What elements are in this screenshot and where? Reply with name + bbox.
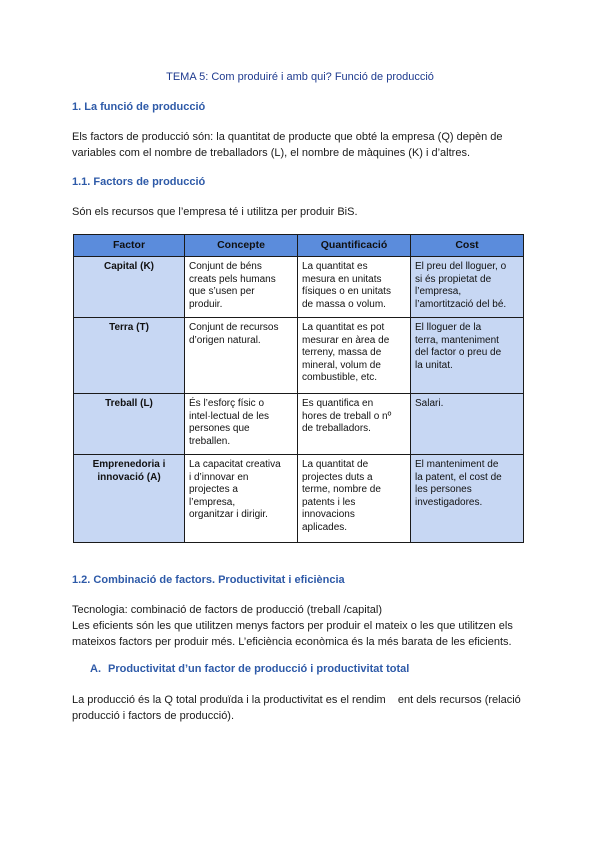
cell-line: mesurar en àrea de (302, 334, 390, 346)
cell-line: mesura en unitats (302, 273, 382, 285)
cell-line: mineral, volum de (302, 359, 381, 371)
cell-line: d’origen natural. (189, 334, 261, 346)
subsection-letter: A. (90, 663, 101, 675)
cell-line: aplicades. (302, 521, 348, 533)
subsection-title: Productivitat d’un factor de producció i productivitat total (108, 663, 410, 675)
concepte-cell (185, 318, 298, 394)
cell-line: intel·lectual de les (189, 410, 270, 422)
factor-cell (74, 455, 185, 543)
cell-line: Treball (L) (105, 398, 153, 409)
cell-line: Conjunt de recursos (189, 322, 279, 333)
cell-line: persones que (189, 423, 250, 435)
factors-table (73, 234, 524, 543)
quantificacio-cell (298, 394, 411, 455)
cell-line: hores de treball o nº (302, 410, 392, 422)
paragraph-line: mateixos factors per produir més. L’eficiència econòmica és la més barata de les eficients. (72, 636, 512, 648)
cost-cell (411, 455, 524, 543)
cell-line: i d’innovar en (189, 471, 249, 483)
cell-line: projectes a (189, 484, 238, 496)
paragraph-line: Tecnologia: combinació de factors de producció (treball /capital) (72, 604, 382, 616)
cell-line: terra, manteniment (415, 334, 499, 346)
cell-line: creats pels humans (189, 273, 276, 285)
cell-line: Terra (T) (109, 322, 149, 333)
quantificacio-cell (298, 318, 411, 394)
concepte-cell (185, 257, 298, 318)
concepte-cell (185, 394, 298, 455)
quantificacio-cell (298, 455, 411, 543)
section-1-paragraph (72, 129, 528, 161)
cell-line: El preu del lloguer, o (415, 261, 507, 272)
column-header-factor: Factor (74, 235, 185, 257)
cell-line: que s’usen per (189, 286, 255, 298)
cell-line: produir. (189, 298, 223, 310)
cell-line: la patent, el cost de (415, 471, 502, 483)
cell-line: l’amortització del bé. (415, 298, 507, 310)
cost-cell (411, 257, 524, 318)
cell-line: terreny, massa de (302, 347, 382, 359)
cell-line: El manteniment de (415, 459, 499, 470)
cell-line: Es quantifica en (302, 398, 374, 409)
factor-cell (74, 257, 185, 318)
subsection-heading-productivitat (90, 663, 409, 675)
cell-line: la unitat. (415, 359, 453, 371)
cell-line: si és propietat de (415, 273, 492, 285)
cell-line: de massa o volum. (302, 298, 386, 310)
cell-line: terme, nombre de (302, 484, 381, 496)
cell-line: Emprenedoria i (92, 459, 166, 470)
section-1-2-paragraph (72, 602, 528, 650)
concepte-cell (185, 455, 298, 543)
section-heading-factors-produccio: 1.1. Factors de producció (72, 176, 206, 188)
cell-line: innovacions (302, 509, 355, 521)
cell-line: combustible, etc. (302, 372, 378, 384)
cell-line: Conjunt de béns (189, 261, 262, 272)
cell-line: La quantitat es pot (302, 322, 385, 333)
cell-line: l’empresa, (415, 286, 462, 298)
paragraph-line: Són els recursos que l’empresa té i utilitza per produir BiS. (72, 206, 358, 218)
cost-cell (411, 318, 524, 394)
column-header-cost: Cost (411, 235, 524, 257)
cell-line: investigadores. (415, 496, 483, 508)
cell-line: organitzar i dirigir. (189, 509, 268, 521)
cell-line: les persones (415, 484, 472, 496)
table-header-row (74, 235, 524, 257)
cell-line: del factor o preu de (415, 347, 502, 359)
cell-line: l’empresa, (189, 496, 236, 508)
cell-line: projectes duts a (302, 471, 373, 483)
column-header-quantificacio: Quantificació (298, 235, 411, 257)
paragraph-line: producció i factors de producció). (72, 710, 235, 722)
cell-line: físiques o en unitats (302, 286, 391, 298)
cell-line: El lloguer de la (415, 322, 482, 333)
section-heading-funcio-produccio: 1. La funció de producció (72, 101, 206, 113)
paragraph-line: Els factors de producció són: la quantitat de producte que obté la empresa (Q) depèn de (72, 131, 503, 143)
table-row (74, 455, 524, 543)
paragraph-line: variables com el nombre de treballadors (L), el nombre de màquines (K) i d’altres. (72, 147, 471, 159)
cell-line: innovació (A) (97, 471, 161, 483)
section-heading-combinacio-factors: 1.2. Combinació de factors. Productivitat i eficiència (72, 574, 345, 586)
column-header-concepte: Concepte (185, 235, 298, 257)
cell-line: Capital (K) (104, 261, 154, 272)
paragraph-line: La producció és la Q total produïda i la productivitat es el rendim ent dels recursos (relació (72, 694, 521, 706)
cell-line: de treballadors. (302, 423, 371, 435)
cell-line: La quantitat de (302, 459, 369, 470)
cell-line: És l’esforç físic o (189, 398, 265, 409)
table-row (74, 394, 524, 455)
factor-cell (74, 318, 185, 394)
section-1-1-paragraph (72, 204, 528, 220)
table-row (74, 318, 524, 394)
cell-line: treballen. (189, 435, 231, 447)
final-paragraph (72, 692, 528, 724)
cell-line: La quantitat es (302, 261, 368, 272)
document-title: TEMA 5: Com produiré i amb qui? Funció de producció (166, 71, 434, 83)
cost-cell (411, 394, 524, 455)
cell-line: La capacitat creativa (189, 459, 281, 470)
table-row (74, 257, 524, 318)
cell-line: Salari. (415, 398, 444, 409)
paragraph-line: Les eficients són les que utilitzen menys factors per produir el mateix o les que utilitzen els (72, 620, 513, 632)
cell-line: patents i les (302, 496, 356, 508)
factor-cell (74, 394, 185, 455)
quantificacio-cell (298, 257, 411, 318)
